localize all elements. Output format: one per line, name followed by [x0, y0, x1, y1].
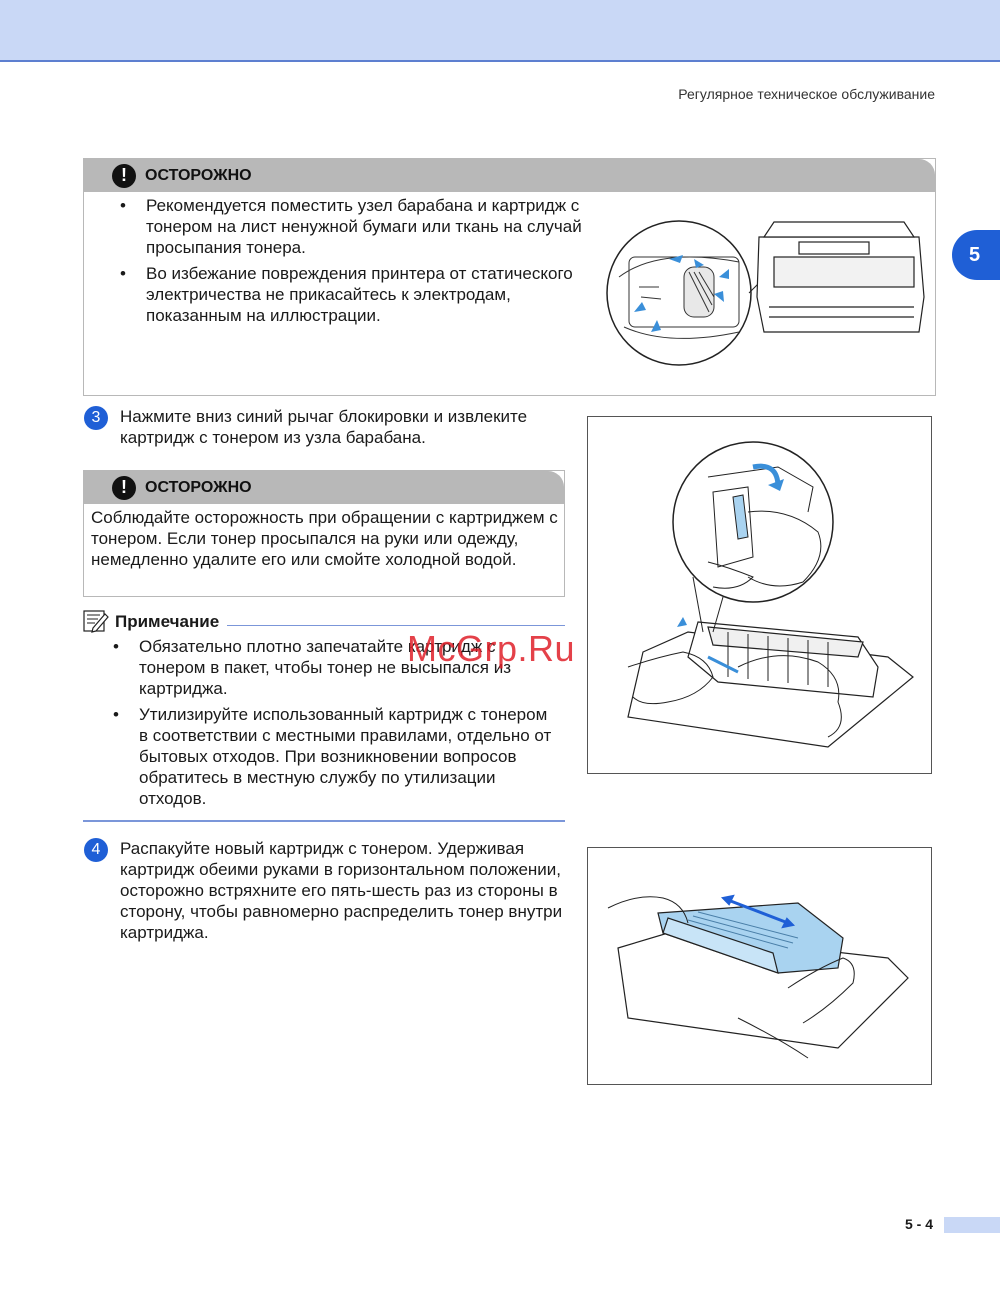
caution-box-middle [83, 470, 565, 597]
note-label: Примечание [115, 612, 220, 631]
shake-cartridge-illustration [588, 848, 931, 1084]
caution-header [84, 471, 564, 504]
remove-cartridge-figure [587, 416, 932, 774]
caution-text: Соблюдайте осторожность при обращении с картриджем с тонером. Если тонер просыпался на руки или одежду, немедленно удалите его или смойте холодной водой. [91, 508, 558, 569]
list-item: • Рекомендуется поместить узел барабана и картридж с тонером на лист ненужной бумаги или ткань на случай просыпания тонера. [118, 195, 588, 258]
warning-icon: ! [112, 164, 136, 188]
step-number-badge: 3 [84, 406, 108, 430]
list-item: • Обязательно плотно запечатайте картридж с тонером в пакет, чтобы тонер не высыпался из картриджа. [111, 636, 556, 699]
page-number: 5 - 4 [905, 1216, 934, 1232]
warning-icon: ! [112, 476, 136, 500]
step-4 [84, 838, 574, 948]
footer-tab [944, 1217, 1000, 1233]
pencil-note-icon [83, 610, 109, 634]
caution-label: ОСТОРОЖНО [145, 478, 252, 496]
electrodes-illustration [599, 217, 929, 377]
watermark: McGrp.Ru [407, 628, 576, 669]
chapter-tab[interactable] [952, 230, 1000, 280]
list-item: • Утилизируйте использованный картридж с тонером в соответствии с местными правилами, отдельно от бытовых отходов. При возникновении вопросов обратитесь в местную службу по утилизации отходов. [111, 704, 556, 809]
chapter-number: 5 [969, 243, 981, 266]
caution-list [118, 195, 588, 331]
step-number-badge: 4 [84, 838, 108, 862]
step-3 [84, 406, 574, 456]
remove-cartridge-illustration [588, 417, 931, 773]
note-end-divider [83, 820, 565, 822]
section-title: Регулярное техническое обслуживание [678, 86, 935, 102]
header-band [0, 0, 1000, 62]
note-divider [227, 625, 565, 626]
step-text: Нажмите вниз синий рычаг блокировки и извлеките картридж с тонером из узла барабана. [120, 407, 528, 447]
list-item: • Во избежание повреждения принтера от статического электричества не прикасайтесь к электродам, показанным на иллюстрации. [118, 263, 588, 326]
caution-box-top [83, 158, 936, 396]
step-text: Распакуйте новый картридж с тонером. Удерживая картридж обеими руками в горизонтальном положении, осторожно встряхните его пять-шесть раз из стороны в сторону, чтобы равномерно распределить тонер внутри картриджа. [120, 839, 563, 942]
caution-header [84, 159, 935, 192]
shake-cartridge-figure [587, 847, 932, 1085]
caution-label: ОСТОРОЖНО [145, 166, 252, 184]
